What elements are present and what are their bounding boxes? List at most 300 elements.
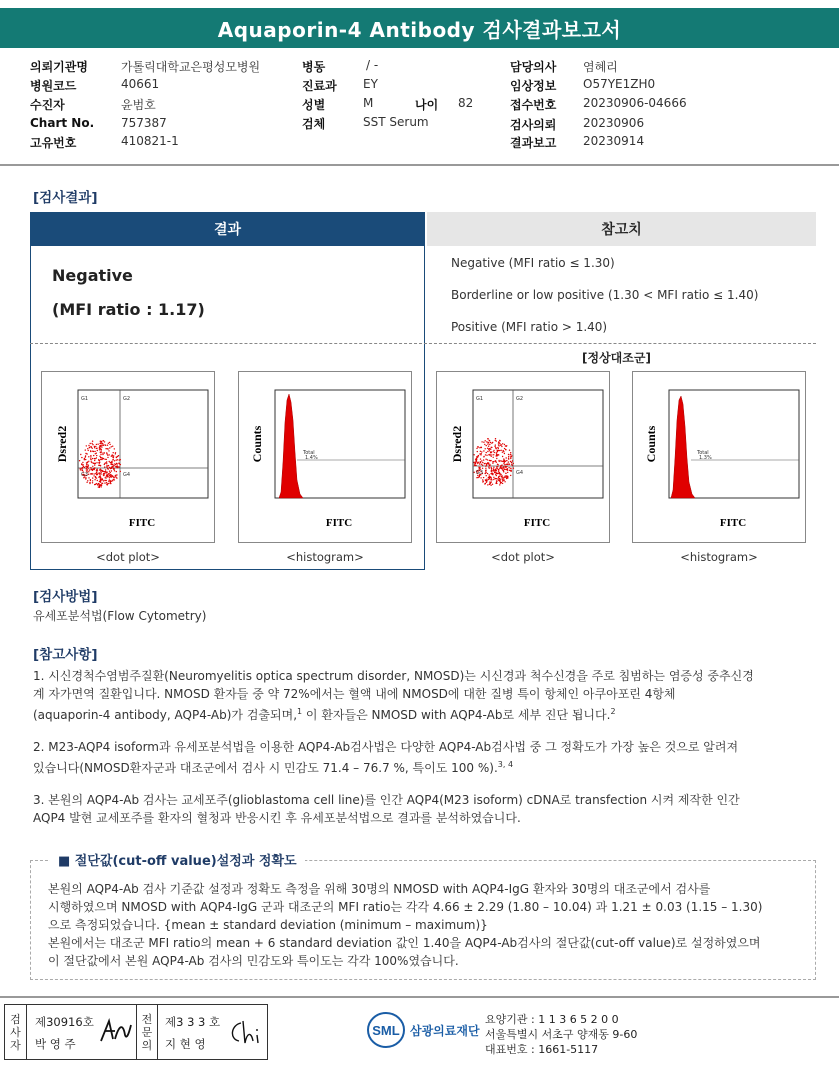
quad-g3: G3 — [476, 470, 484, 476]
scatter-dot — [506, 478, 507, 479]
scatter-dot — [498, 448, 499, 449]
note-3-line-2: AQP4 발현 교세포주를 환자의 혈청과 반응시킨 후 유세포분석법으로 결과를 분석하였습니다. — [33, 811, 521, 825]
scatter-dot — [87, 480, 88, 481]
scatter-dot — [493, 461, 494, 462]
scatter-dot — [108, 468, 109, 469]
hist-total-value: 1.4% — [305, 455, 318, 461]
scatter-dot — [120, 471, 121, 472]
scatter-dot — [86, 468, 87, 469]
note-1-line-3a: (aquaporin-4 antibody, AQP4-Ab)가 검출되며, — [33, 708, 298, 722]
scatter-dot — [113, 457, 114, 458]
scatter-dot — [88, 477, 89, 478]
scatter-dot — [101, 450, 102, 451]
note-ref-2: 2 — [610, 707, 616, 716]
scatter-dot — [89, 469, 90, 470]
control-dot-caption: <dot plot> — [491, 550, 555, 564]
scatter-dot — [117, 456, 118, 457]
scatter-dot — [90, 467, 91, 468]
scatter-dot — [94, 479, 95, 480]
scatter-dot — [101, 457, 102, 458]
scatter-dot — [494, 452, 495, 453]
scatter-dot — [98, 483, 99, 484]
scatter-dot — [100, 445, 101, 446]
scatter-dot — [93, 468, 94, 469]
scatter-dot — [101, 485, 102, 486]
scatter-dot — [106, 466, 107, 467]
note-ref-1: 1 — [297, 707, 303, 716]
footer-divider — [0, 996, 839, 998]
dept-label: 진료과 — [302, 79, 337, 93]
scatter-dot — [87, 469, 88, 470]
scatter-dot — [100, 452, 101, 453]
patient-histogram — [238, 371, 412, 543]
hist-ylabel: Counts — [250, 425, 264, 463]
scatter-dot — [495, 472, 496, 473]
scatter-dot — [114, 448, 115, 449]
scatter-dot — [104, 473, 105, 474]
scatter-dot — [113, 465, 114, 466]
control-histogram — [632, 371, 806, 543]
scatter-dot — [81, 469, 82, 470]
scatter-dot — [496, 458, 497, 459]
scatter-dot — [496, 475, 497, 476]
scatter-dot — [107, 483, 108, 484]
scatter-dot — [499, 476, 500, 477]
report-label: 결과보고 — [510, 136, 557, 150]
scatter-dot — [98, 462, 99, 463]
scatter-dot — [506, 466, 507, 467]
scatter-dot — [484, 483, 485, 484]
scatter-dot — [491, 473, 492, 474]
sex-label: 성별 — [302, 98, 326, 112]
result-header: 결과 — [30, 212, 425, 246]
scatter-dot — [111, 468, 112, 469]
method-text: 유세포분석법(Flow Cytometry) — [33, 609, 207, 623]
scatter-dot — [92, 458, 93, 459]
scatter-dot — [102, 458, 103, 459]
scatter-dot — [106, 471, 107, 472]
tester-vertical-label — [5, 1005, 27, 1059]
scatter-dot — [495, 483, 496, 484]
scatter-dot — [500, 466, 501, 467]
scatter-dot — [489, 468, 490, 469]
scatter-dot — [487, 459, 488, 460]
scatter-dot — [88, 461, 89, 462]
divider — [0, 164, 839, 166]
scatter-dot — [99, 469, 100, 470]
quad-g1: G1 — [476, 396, 484, 402]
scatter-dot — [491, 479, 492, 480]
scatter-dot — [493, 477, 494, 478]
doctor-label: 담당의사 — [510, 60, 557, 74]
scatter-dot — [498, 454, 499, 455]
scatter-dot — [105, 448, 106, 449]
phone: 대표번호 : 1661-5117 — [485, 1043, 599, 1056]
scatter-dot — [79, 460, 80, 461]
scatter-dot — [497, 454, 498, 455]
scatter-dot — [477, 446, 478, 447]
scatter-dot — [100, 475, 101, 476]
scatter-dot — [90, 455, 91, 456]
chart-label: Chart No. — [30, 116, 95, 130]
scatter-dot — [92, 477, 93, 478]
scatter-dot — [120, 464, 121, 465]
scatter-dot — [496, 462, 497, 463]
scatter-dot — [117, 467, 118, 468]
scatter-dot — [104, 464, 105, 465]
scatter-dot — [493, 454, 494, 455]
scatter-dot — [101, 446, 102, 447]
scatter-dot — [94, 447, 95, 448]
expert-signature-icon — [227, 1017, 263, 1047]
scatter-dot — [92, 482, 93, 483]
note-2-line-1: 2. M23-AQP4 isoform과 유세포분석법을 이용한 AQP4-Ab검사법은 다양한 AQP4-Ab검사법 중 그 정확도가 가장 높은 것으로 알려져 — [33, 740, 739, 754]
scatter-dot — [475, 465, 476, 466]
scatter-dot — [98, 486, 99, 487]
scatter-dot — [498, 471, 499, 472]
method-section-title: [검사방법] — [33, 589, 98, 605]
scatter-dot — [93, 473, 94, 474]
scatter-dot — [493, 470, 494, 471]
scatter-dot — [508, 457, 509, 458]
scatter-dot — [480, 447, 481, 448]
scatter-dot — [106, 482, 107, 483]
scatter-dot — [487, 448, 488, 449]
patient-dot-plot — [41, 371, 215, 543]
scatter-dot — [91, 461, 92, 462]
scatter-dot — [100, 472, 101, 473]
ref-positive: Positive (MFI ratio > 1.40) — [451, 320, 608, 334]
scatter-dot — [507, 472, 508, 473]
scatter-dot — [485, 459, 486, 460]
sml-logo-text: SML — [372, 1023, 400, 1038]
scatter-dot — [100, 443, 101, 444]
scatter-dot — [499, 440, 500, 441]
scatter-dot — [84, 467, 85, 468]
scatter-dot — [487, 443, 488, 444]
quad-g2: G2 — [516, 396, 524, 402]
scatter-dot — [86, 466, 87, 467]
note-2-line-2a: 있습니다(NMOSD환자군과 대조군에서 검사 시 민감도 71.4 – 76.7 %, 특이도 100 %). — [33, 761, 498, 775]
scatter-dot — [95, 477, 96, 478]
report-value: 20230914 — [583, 134, 645, 148]
scatter-dot — [513, 463, 514, 464]
scatter-dot — [116, 477, 117, 478]
scatter-dot — [98, 465, 99, 466]
scatter-dot — [500, 474, 501, 475]
request-label: 검사의뢰 — [510, 118, 557, 132]
scatter-dot — [85, 449, 86, 450]
scatter-dot — [100, 465, 101, 466]
scatter-dot — [104, 444, 105, 445]
scatter-dot — [94, 460, 95, 461]
scatter-dot — [484, 463, 485, 464]
hist-total-value: 1.3% — [699, 455, 712, 461]
scatter-dot — [489, 465, 490, 466]
scatter-dot — [486, 482, 487, 483]
scatter-dot — [496, 478, 497, 479]
scatter-dot — [511, 455, 512, 456]
scatter-dot — [94, 458, 95, 459]
scatter-dot — [107, 448, 108, 449]
scatter-dot — [489, 483, 490, 484]
scatter-dot — [82, 467, 83, 468]
scatter-dot — [481, 441, 482, 442]
scatter-dot — [118, 463, 119, 464]
scatter-dot — [485, 480, 486, 481]
scatter-dot — [504, 477, 505, 478]
sex-value: M — [363, 96, 374, 110]
scatter-dot — [477, 451, 478, 452]
scatter-dot — [112, 454, 113, 455]
scatter-dot — [497, 478, 498, 479]
scatter-dot — [477, 456, 478, 457]
scatter-dot — [104, 459, 105, 460]
scatter-dot — [89, 447, 90, 448]
scatter-dot — [493, 457, 494, 458]
scatter-dot — [488, 463, 489, 464]
scatter-dot — [490, 449, 491, 450]
scatter-dot — [94, 464, 95, 465]
scatter-dot — [496, 481, 497, 482]
scatter-dot — [476, 477, 477, 478]
ref-negative: Negative (MFI ratio ≤ 1.30) — [451, 256, 615, 270]
age-label: 나이 — [415, 98, 439, 112]
scatter-dot — [92, 441, 93, 442]
scatter-dot — [112, 459, 113, 460]
scatter-dot — [502, 479, 503, 480]
scatter-dot — [495, 469, 496, 470]
hist-total-label: Total — [697, 450, 709, 456]
clinical-value: O57YE1ZH0 — [583, 77, 656, 91]
scatter-dot — [493, 479, 494, 480]
scatter-dot — [114, 460, 115, 461]
scatter-dot — [508, 467, 509, 468]
cutoff-line-1: 본원의 AQP4-Ab 검사 기준값 설정과 정확도 측정을 위해 30명의 NMOSD with AQP4-IgG 환자와 30명의 대조군에서 검사를 — [48, 882, 711, 896]
scatter-dot — [112, 464, 113, 465]
scatter-dot — [91, 447, 92, 448]
cutoff-line-2: 시행하였으며 NMOSD with AQP4-IgG 군과 대조군의 MFI ratio는 각각 4.66 ± 2.29 (1.80 – 10.04) 과 1.21 ± 0.03 (1.15 – 1.30) — [48, 900, 763, 914]
specimen-value: SST Serum — [363, 115, 429, 129]
scatter-dot — [510, 468, 511, 469]
scatter-dot — [501, 461, 502, 462]
scatter-dot — [116, 471, 117, 472]
scatter-dot — [508, 461, 509, 462]
scatter-dot — [509, 470, 510, 471]
scatter-dot — [97, 444, 98, 445]
scatter-dot — [506, 446, 507, 447]
scatter-dot — [90, 456, 91, 457]
scatter-dot — [99, 456, 100, 457]
scatter-dot — [504, 464, 505, 465]
scatter-dot — [80, 454, 81, 455]
scatter-dot — [476, 461, 477, 462]
hospital-code-value: 40661 — [121, 77, 160, 91]
scatter-dot — [481, 451, 482, 452]
scatter-dot — [92, 480, 93, 481]
scatter-dot — [88, 471, 89, 472]
scatter-dot — [485, 472, 486, 473]
institution-label: 의뢰기관명 — [30, 60, 88, 74]
scatter-dot — [495, 438, 496, 439]
scatter-dot — [493, 451, 494, 452]
scatter-dot — [492, 463, 493, 464]
control-group-label: [정상대조군] — [582, 351, 651, 365]
scatter-dot — [480, 454, 481, 455]
scatter-dot — [482, 468, 483, 469]
scatter-dot — [499, 443, 500, 444]
scatter-dot — [80, 468, 81, 469]
scatter-dot — [97, 484, 98, 485]
scatter-dot — [504, 462, 505, 463]
scatter-dot — [93, 463, 94, 464]
scatter-dot — [502, 483, 503, 484]
scatter-dot — [476, 459, 477, 460]
scatter-dot — [90, 479, 91, 480]
scatter-dot — [96, 462, 97, 463]
scatter-dot — [507, 470, 508, 471]
foundation-name: 삼광의료재단 — [410, 1024, 480, 1038]
scatter-dot — [106, 452, 107, 453]
scatter-dot — [81, 457, 82, 458]
scatter-dot — [110, 482, 111, 483]
scatter-dot — [503, 451, 504, 452]
scatter-dot — [484, 444, 485, 445]
scatter-dot — [503, 460, 504, 461]
scatter-dot — [497, 464, 498, 465]
scatter-dot — [503, 458, 504, 459]
scatter-dot — [100, 470, 101, 471]
scatter-dot — [501, 450, 502, 451]
scatter-dot — [482, 462, 483, 463]
scatter-dot — [501, 476, 502, 477]
scatter-dot — [108, 450, 109, 451]
tester-name: 박 영 주 — [35, 1037, 76, 1051]
hist-ylabel: Counts — [644, 425, 658, 463]
scatter-dot — [93, 451, 94, 452]
scatter-dot — [505, 449, 506, 450]
scatter-dot — [479, 476, 480, 477]
note-1-line-3b: 이 환자들은 NMOSD with AQP4-Ab로 세부 진단 됩니다. — [302, 708, 611, 722]
scatter-dot — [506, 457, 507, 458]
quad-g3: G3 — [81, 472, 89, 478]
scatter-dot — [85, 459, 86, 460]
scatter-dot — [112, 466, 113, 467]
scatter-dot — [85, 478, 86, 479]
report-title: Aquaporin-4 Antibody 검사결과보고서 — [0, 8, 839, 48]
clinical-label: 임상정보 — [510, 79, 557, 93]
scatter-dot — [100, 459, 101, 460]
scatter-dot — [498, 469, 499, 470]
scatter-dot — [96, 455, 97, 456]
scatter-dot — [97, 450, 98, 451]
scatter-dot — [105, 471, 106, 472]
scatter-dot — [103, 475, 104, 476]
scatter-dot — [476, 448, 477, 449]
mfi-ratio: (MFI ratio : 1.17) — [52, 300, 205, 319]
scatter-dot — [88, 474, 89, 475]
patient-hist-caption: <histogram> — [286, 550, 364, 564]
scatter-dot — [485, 468, 486, 469]
scatter-dot — [505, 461, 506, 462]
scatter-dot — [100, 457, 101, 458]
specimen-label: 검체 — [302, 117, 326, 131]
scatter-dot — [507, 464, 508, 465]
control-dot-plot — [436, 371, 610, 543]
scatter-dot — [509, 450, 510, 451]
request-value: 20230906 — [583, 116, 645, 130]
scatter-dot — [101, 441, 102, 442]
sml-logo — [366, 1010, 496, 1050]
scatter-dot — [108, 481, 109, 482]
scatter-dot — [97, 480, 98, 481]
expert-char: 의 — [141, 1038, 153, 1052]
scatter-dot — [511, 462, 512, 463]
receipt-label: 접수번호 — [510, 98, 557, 112]
scatter-dot — [510, 458, 511, 459]
scatter-dot — [84, 459, 85, 460]
scatter-dot — [94, 451, 95, 452]
scatter-dot — [505, 466, 506, 467]
scatter-dot — [91, 443, 92, 444]
scatter-dot — [95, 446, 96, 447]
scatter-dot — [113, 452, 114, 453]
scatter-dot — [90, 450, 91, 451]
scatter-dot — [111, 481, 112, 482]
scatter-dot — [495, 440, 496, 441]
scatter-dot — [114, 477, 115, 478]
scatter-dot — [106, 463, 107, 464]
note-1-line-3 — [33, 703, 616, 724]
scatter-dot — [498, 473, 499, 474]
scatter-dot — [110, 468, 111, 469]
scatter-dot — [116, 463, 117, 464]
scatter-dot — [88, 456, 89, 457]
scatter-dot — [493, 468, 494, 469]
scatter-dot — [488, 446, 489, 447]
scatter-dot — [106, 461, 107, 462]
scatter-dot — [483, 456, 484, 457]
scatter-dot — [104, 466, 105, 467]
scatter-dot — [480, 458, 481, 459]
chart-value: 757387 — [121, 116, 167, 130]
note-1-line-2: 계 자가면역 질환입니다. NMOSD 환자들 중 약 72%에서는 혈액 내에 NMOSD에 대한 질병 특이 항체인 아쿠아포린 4항체 — [33, 687, 676, 701]
scatter-dot — [103, 445, 104, 446]
tester-char: 사 — [10, 1025, 21, 1039]
ref-borderline: Borderline or low positive (1.30 < MFI ratio ≤ 1.40) — [451, 288, 759, 302]
scatter-dot — [480, 477, 481, 478]
sml-logo-icon — [366, 1010, 406, 1050]
scatter-dot — [111, 446, 112, 447]
scatter-dot — [110, 472, 111, 473]
hist-xlabel: FITC — [719, 517, 747, 529]
scatter-dot — [483, 477, 484, 478]
scatter-dot — [490, 452, 491, 453]
scatter-dot — [96, 457, 97, 458]
scatter-dot — [473, 462, 474, 463]
scatter-dot — [109, 461, 110, 462]
tester-license: 제30916호 — [35, 1015, 94, 1029]
scatter-dot — [500, 483, 501, 484]
scatter-dot — [103, 440, 104, 441]
scatter-dot — [496, 473, 497, 474]
scatter-dot — [487, 451, 488, 452]
scatter-dot — [100, 477, 101, 478]
scatter-dot — [105, 469, 106, 470]
scatter-dot — [487, 473, 488, 474]
scatter-dot — [102, 443, 103, 444]
tester-char: 검 — [10, 1012, 21, 1026]
